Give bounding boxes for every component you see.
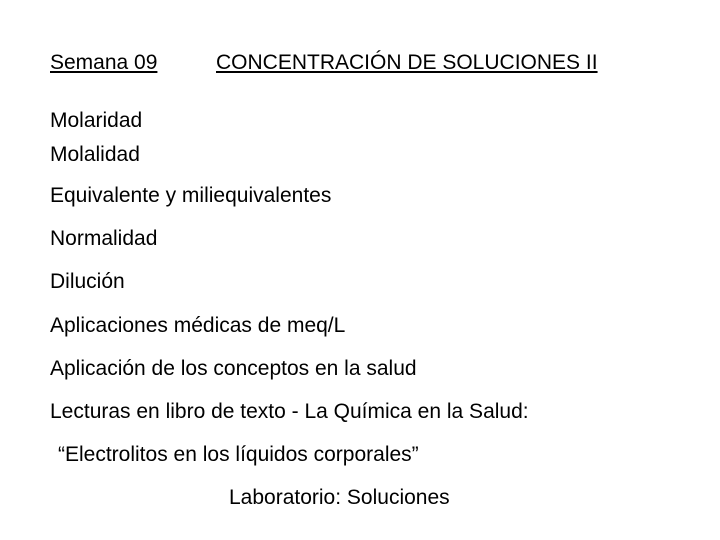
topic-lecturas: Lecturas en libro de texto - La Química en la Salud:	[50, 400, 529, 423]
topic-molalidad: Molalidad	[50, 143, 140, 166]
page-title: CONCENTRACIÓN DE SOLUCIONES II	[216, 51, 598, 74]
week-label: Semana 09	[50, 51, 158, 74]
topic-electrolitos: “Electrolitos en los líquidos corporales”	[58, 443, 419, 466]
topic-equivalentes: Equivalente y miliequivalentes	[50, 184, 332, 207]
topic-molaridad: Molaridad	[50, 109, 143, 132]
topic-normalidad: Normalidad	[50, 227, 158, 250]
topic-dilucion: Dilución	[50, 270, 125, 293]
topic-aplicaciones-medicas: Aplicaciones médicas de meq/L	[50, 314, 346, 337]
lab-label: Laboratorio: Soluciones	[229, 486, 450, 509]
topic-aplicacion-salud: Aplicación de los conceptos en la salud	[50, 357, 417, 380]
